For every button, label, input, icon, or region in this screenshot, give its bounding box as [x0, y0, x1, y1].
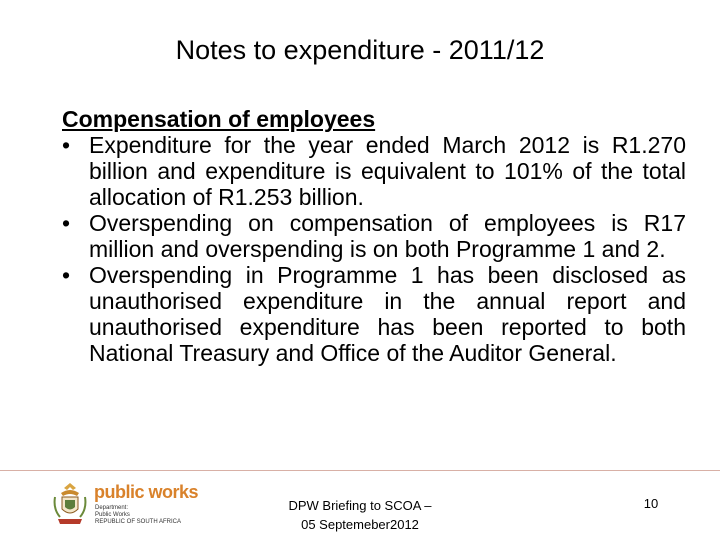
footer-caption	[255, 496, 465, 534]
bullet-text: Overspending on compensation of employees is R17 million and overspending is on both Programme 1 and 2.	[89, 210, 686, 262]
bullet-icon: •	[62, 132, 71, 158]
bullet-item	[62, 210, 686, 262]
public-works-logo	[52, 481, 212, 529]
slide-content	[62, 106, 686, 366]
page-number: 10	[643, 496, 659, 511]
bullet-text: Expenditure for the year ended March 2012 is R1.270 billion and expenditure is equivalent to 101% of the total allocation of R1.253 billion.	[89, 132, 686, 210]
bullet-icon: •	[62, 262, 71, 288]
footer-divider	[0, 470, 720, 471]
bullet-list	[62, 132, 686, 366]
coat-of-arms-icon	[52, 481, 88, 527]
bullet-item	[62, 132, 686, 210]
logo-subtext-line: REPUBLIC OF SOUTH AFRICA	[95, 519, 182, 525]
logo-brand-text: public works	[94, 482, 199, 502]
bullet-icon: •	[62, 210, 71, 236]
bullet-text: Overspending in Programme 1 has been disclosed as unauthorised expenditure in the annual report and unauthorised expenditure has been reported to both National Treasury and Office of the Auditor General.	[89, 262, 686, 366]
logo-subtext	[95, 505, 181, 526]
footer-caption-line: DPW Briefing to SCOA –	[288, 498, 432, 513]
footer-caption-line: 05 Septemeber2012	[301, 517, 419, 532]
logo-subtext-line: Department:	[95, 505, 129, 511]
bullet-item	[62, 262, 686, 366]
section-heading: Compensation of employees	[62, 106, 376, 132]
slide-title: Notes to expenditure - 2011/12	[175, 35, 545, 65]
logo-subtext-line: Public Works	[95, 512, 130, 518]
